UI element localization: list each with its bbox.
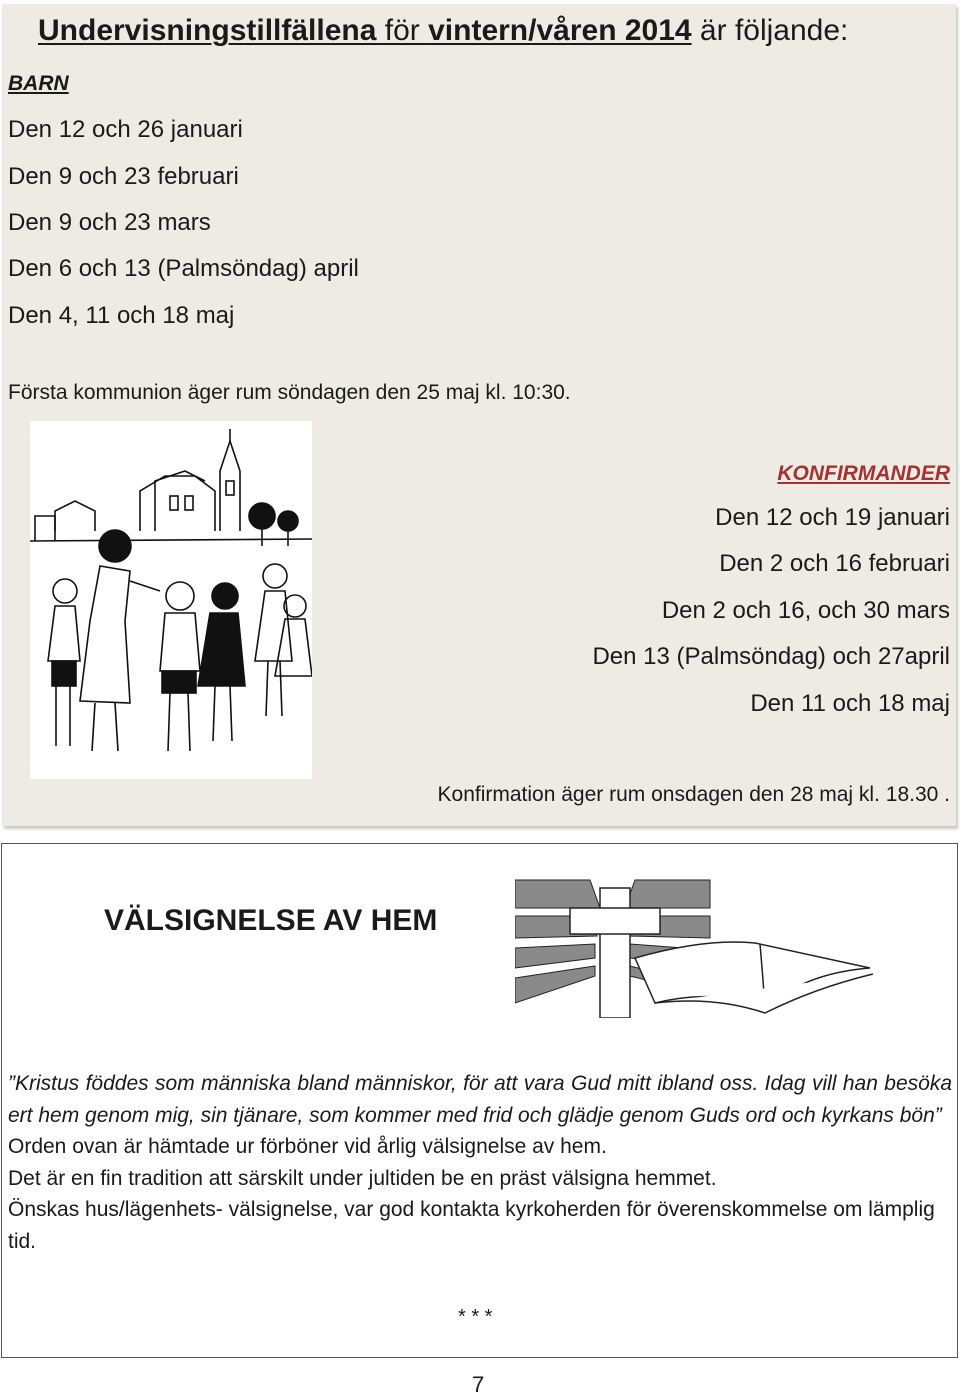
first-communion-note: Första kommunion äger rum söndagen den 25 maj kl. 10:30. [8, 381, 571, 404]
konf-date: Den 13 (Palmsöndag) och 27april [592, 643, 950, 670]
blessing-text [8, 1068, 952, 1257]
konf-date: Den 11 och 18 maj [750, 690, 950, 717]
barn-date: Den 12 och 26 januari [8, 116, 243, 143]
schedule-title: Undervisningstillfällena för vintern/våren 2014 är följande: [38, 14, 849, 47]
children-illustration [30, 421, 312, 779]
konf-date: Den 2 och 16, och 30 mars [661, 597, 950, 624]
barn-date: Den 4, 11 och 18 maj [8, 302, 235, 329]
konf-heading: KONFIRMANDER [777, 462, 950, 485]
confirmation-note: Konfirmation äger rum onsdagen den 28 maj kl. 18.30 . [437, 783, 950, 806]
konf-date: Den 2 och 16 februari [719, 550, 950, 577]
konf-date: Den 12 och 19 januari [715, 504, 950, 531]
blessing-heading: VÄLSIGNELSE AV HEM [104, 904, 438, 937]
cross-bible-icon [515, 878, 875, 1018]
blessing-line: Det är en fin tradition att särskilt under jultiden be en präst välsigna hemmet. [8, 1166, 717, 1190]
barn-heading: BARN [8, 72, 69, 95]
blessing-line: Orden ovan är hämtade ur förböner vid årlig välsignelse av hem. [8, 1135, 607, 1158]
blessing-line: Önskas hus/lägenhets- välsignelse, var god kontakta kyrkoherden för överenskommelse om lämplig tid. [8, 1198, 935, 1253]
blessing-quote: ”Kristus föddes som människa bland människor, för att vara Gud mitt ibland oss. Idag vill han besöka ert hem genom mig, sin tjänare, som kommer med frid och glädje genom Guds ord och kyrkans bön” [8, 1072, 952, 1127]
page-number: 7 [472, 1372, 485, 1397]
barn-date: Den 9 och 23 mars [8, 209, 211, 236]
barn-date: Den 9 och 23 februari [8, 163, 239, 190]
barn-date: Den 6 och 13 (Palmsöndag) april [8, 255, 359, 282]
section-separator: * * * [458, 1306, 493, 1328]
